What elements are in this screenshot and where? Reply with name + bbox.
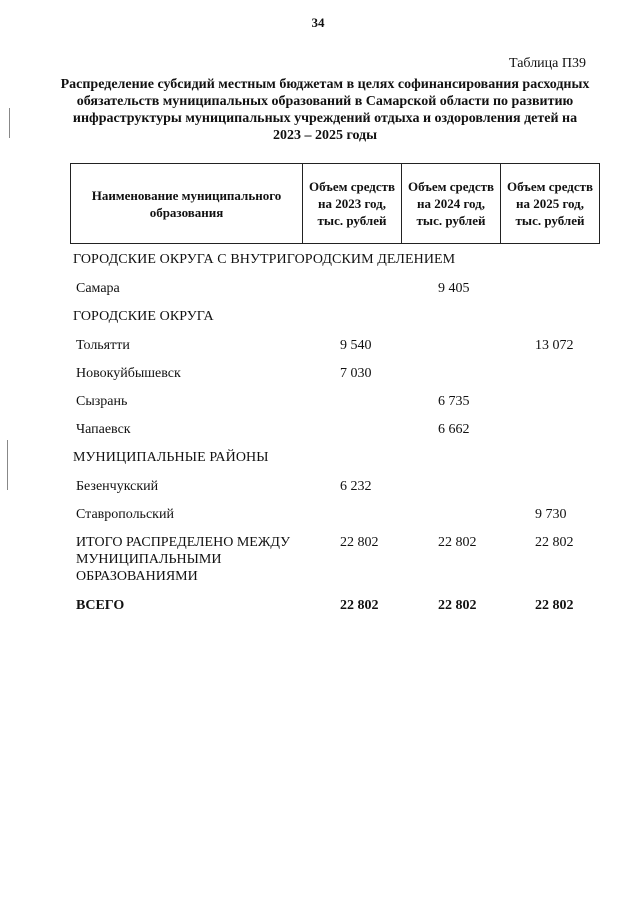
value-2023: 6 232 (340, 479, 372, 494)
row-name: Новокуйбышевск (76, 366, 181, 381)
value-2024: 22 802 (438, 598, 477, 613)
scan-artifact-line (7, 440, 8, 490)
section-label: ГОРОДСКИЕ ОКРУГА С ВНУТРИГОРОДСКИМ ДЕЛЕНИЕМ (73, 252, 456, 267)
value-2024: 6 662 (438, 422, 470, 437)
table-header (70, 163, 600, 244)
value-2023: 9 540 (340, 338, 372, 353)
table-label: Таблица П39 (509, 56, 586, 71)
row-name: ИТОГО РАСПРЕДЕЛЕНО МЕЖДУ МУНИЦИПАЛЬНЫМИ ОБРАЗОВАНИЯМИ (76, 535, 290, 584)
row-name: Сызрань (76, 394, 128, 409)
section-label: МУНИЦИПАЛЬНЫЕ РАЙОНЫ (73, 450, 269, 465)
header-2024: Объем средств на 2024 год, тыс. рублей (402, 164, 501, 244)
value-2023: 22 802 (340, 535, 379, 550)
row-name: Чапаевск (76, 422, 131, 437)
header-2023: Объем средств на 2023 год, тыс. рублей (303, 164, 402, 244)
row-name: ВСЕГО (76, 598, 125, 613)
value-2024: 22 802 (438, 535, 477, 550)
value-2025: 22 802 (535, 535, 574, 550)
value-2024: 9 405 (438, 281, 470, 296)
value-2023: 22 802 (340, 598, 379, 613)
document-title: Распределение субсидий местным бюджетам в целях софинансирования расходных обязательств муниципальных образований в Самарской области по развитию инфраструктуры муниципальных учреждений отдыха и оздоровления детей на 2023 – 2025 годы (60, 77, 590, 143)
row-name: Безенчукский (76, 479, 159, 494)
header-2025: Объем средств на 2025 год, тыс. рублей (501, 164, 600, 244)
value-2023: 7 030 (340, 366, 372, 381)
section-label: ГОРОДСКИЕ ОКРУГА (73, 309, 214, 324)
value-2025: 9 730 (535, 507, 567, 522)
page-number: 34 (311, 15, 325, 30)
value-2025: 13 072 (535, 338, 574, 353)
row-name: Ставропольский (76, 507, 174, 522)
scan-artifact-line (9, 108, 10, 138)
value-2024: 6 735 (438, 394, 470, 409)
header-name: Наименование муниципального образования (71, 164, 303, 244)
row-name: Тольятти (76, 338, 130, 353)
value-2025: 22 802 (535, 598, 574, 613)
row-name: Самара (76, 281, 120, 296)
